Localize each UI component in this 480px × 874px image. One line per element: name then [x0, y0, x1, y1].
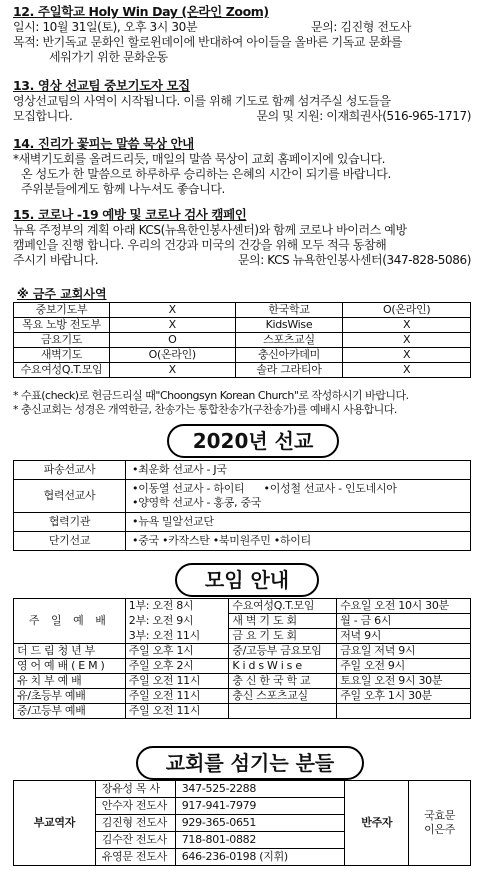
notice-12-purpose: 목적: 반기독교 문화인 할로윈데이에 반대하여 아이들을 올바른 기독교 문화를 [13, 35, 403, 49]
notice-14-title: 14. 진리가 꽃피는 말씀 묵상 안내 [13, 136, 194, 151]
weekly-ministry-table [13, 302, 471, 378]
notice-13 [13, 78, 471, 124]
servant-phone: 917-941-7979 [175, 798, 345, 815]
ministry-status: X [109, 318, 235, 333]
notice-12-date: 일시: 10월 31일(토), 오후 3시 30분 [13, 20, 198, 34]
meeting-row [14, 704, 471, 719]
meeting-group: 중/고등부 예배 [14, 704, 126, 719]
servant-phone: 718-801-0882 [175, 832, 345, 849]
ministry-name: 금요기도 [14, 333, 110, 348]
accompanist-names [409, 781, 471, 866]
meeting-name: 충 신 한 국 학 교 [229, 674, 337, 689]
meeting-name: 수요여성Q.T.모임 [229, 599, 337, 614]
notice-12 [13, 4, 471, 65]
mission-line: •최운화 선교사 - J국 [132, 463, 227, 476]
notice-15-contact: 문의: KCS 뉴욕한인봉사센터(347-828-5086) [237, 253, 471, 267]
servant-name: 장유성 목 사 [95, 781, 175, 798]
notice-14-line1: *새벽기도회를 올려드리듯, 매일의 말씀 묵상이 교회 홈페이지에 있습니다. [13, 152, 386, 166]
meeting-group: 영 어 예 배 ( E M ) [14, 659, 126, 674]
meeting-name: 중/고등부 금요모임 [229, 644, 337, 659]
hymn-note: * 충신교회는 성경은 개역한글, 찬송가는 통합찬송가(구찬송가)를 예배시 사용합니다. [13, 403, 397, 416]
servant-phone: 646-236-0198 (지휘) [175, 849, 345, 866]
assistant-pastors-label: 부교역자 [14, 781, 96, 866]
mission-line: •중국 •카작스탄 •북미원주민 •하이티 [132, 534, 311, 547]
meeting-row [14, 644, 471, 659]
ministry-name: KidsWise [235, 318, 343, 333]
ministry-name: 스포츠교실 [235, 333, 343, 348]
servant-name: 김진형 전도사 [95, 815, 175, 832]
missions-table [13, 460, 471, 551]
meeting-group: 유 치 부 예 배 [14, 674, 126, 689]
meeting-time: 토요일 오전 9시 30분 [337, 674, 471, 689]
notice-13-line1: 영상선교팀의 사역이 시작됩니다. 이를 위해 기도로 함께 섬겨주실 성도들을 [13, 94, 391, 108]
weekly-row [14, 318, 471, 333]
notice-15-line1: 뉴욕 주정부의 계획 아래 KCS(뉴욕한인봉사센터)와 함께 코로나 바이러스 예방 [13, 223, 407, 237]
meeting-time: 월 - 금 6시 [337, 614, 471, 629]
ministry-status: O(온라인) [343, 303, 471, 318]
weekly-ministry-heading: ※ 금주 교회사역 [17, 287, 107, 301]
meeting-name: 새 벽 기 도 회 [229, 614, 337, 629]
mission-details [126, 532, 471, 551]
notice-15-line2: 캠페인을 진행 합니다. 우리의 건강과 미국의 건강을 위해 모두 적극 동참해 [13, 238, 387, 252]
notice-15-line3-left: 주시기 바랍니다. [13, 253, 99, 267]
meeting-name: 충신 스포츠교실 [229, 689, 337, 704]
notice-13-contact: 문의 및 지원: 이재희권사(516-965-1717) [256, 109, 471, 123]
meeting-group-time: 주일 오전 11시 [125, 689, 229, 704]
ministry-name: 수요여성Q.T.모임 [14, 363, 110, 378]
weekly-row [14, 333, 471, 348]
worship-label: 주 일 예 배 [14, 599, 126, 644]
servant-name: 안수자 전도사 [95, 798, 175, 815]
missions-row [14, 480, 471, 513]
notice-14-line2: 온 성도가 한 말씀으로 하루하루 승리하는 은혜의 시간이 되기를 바랍니다. [21, 167, 391, 181]
servant-name: 유영문 전도사 [95, 849, 175, 866]
ministry-name: 한국학교 [235, 303, 343, 318]
ministry-status: O [109, 333, 235, 348]
meeting-group-time: 주일 오전 11시 [125, 674, 229, 689]
mission-details [126, 513, 471, 532]
notice-13-title: 13. 영상 선교팀 중보기도자 모집 [13, 78, 190, 93]
notice-15 [13, 207, 471, 268]
meeting-row [14, 659, 471, 674]
weekly-row [14, 363, 471, 378]
meeting-name: 금 요 기 도 회 [229, 629, 337, 644]
mission-details [126, 480, 471, 513]
notice-14-line3: 주위분들에게도 함께 나누셔도 좋습니다. [21, 182, 225, 196]
notice-12-title: 12. 주일학교 Holy Win Day (온라인 Zoom) [13, 4, 269, 19]
meeting-group: 유/초등부 예배 [14, 689, 126, 704]
mission-category: 협력기관 [14, 513, 126, 532]
servant-phone: 929-365-0651 [175, 815, 345, 832]
ministry-status: O(온라인) [109, 348, 235, 363]
worship-time-3: 3부: 오전 11시 [125, 629, 229, 644]
meeting-time: 저녁 9시 [337, 629, 471, 644]
notice-12-contact: 문의: 김진형 전도사 [310, 20, 411, 34]
ministry-status: X [109, 303, 235, 318]
meeting-time [337, 704, 471, 719]
notice-15-title: 15. 코로나 -19 예방 및 코로나 검사 캠페인 [13, 207, 247, 222]
meeting-group: 더 드 림 청 년 부 [14, 644, 126, 659]
meeting-row [14, 689, 471, 704]
meeting-time: 수요일 오전 10시 30분 [337, 599, 471, 614]
ministry-name: 새벽기도 [14, 348, 110, 363]
ministry-name: 솔라 그라티아 [235, 363, 343, 378]
missions-title: 2020년 선교 [167, 424, 339, 458]
meeting-time: 주일 오전 9시 [337, 659, 471, 674]
mission-category: 협력선교사 [14, 480, 126, 513]
meeting-time: 금요일 저녁 9시 [337, 644, 471, 659]
ministry-status: X [343, 348, 471, 363]
meeting-name [229, 704, 337, 719]
worship-time-1: 1부: 오전 8시 [125, 599, 229, 614]
worship-time-2: 2부: 오전 9시 [125, 614, 229, 629]
accompanist-name: 국효문 [424, 809, 456, 822]
meeting-row [14, 674, 471, 689]
check-note: * 수표(check)로 헌금드리실 때"Choongsyn Korean Church"로 작성하시기 바랍니다. [13, 389, 409, 402]
accompanist-label: 반주자 [345, 781, 409, 866]
mission-category: 파송선교사 [14, 461, 126, 480]
missions-row [14, 532, 471, 551]
meeting-group-time: 주일 오전 11시 [125, 704, 229, 719]
mission-line: •뉴욕 밀알선교단 [132, 515, 214, 528]
notice-12-purpose-cont: 세워가기 위한 문화운동 [49, 50, 168, 64]
missions-row [14, 513, 471, 532]
mission-details [126, 461, 471, 480]
ministry-status: X [343, 318, 471, 333]
accompanist-name: 이은주 [424, 823, 456, 836]
servant-row [14, 781, 471, 798]
servant-phone: 347-525-2288 [175, 781, 345, 798]
servant-name: 김수잔 전도사 [95, 832, 175, 849]
notice-14 [13, 136, 471, 197]
servants-title: 교회를 섬기는 분들 [136, 746, 364, 780]
ministry-status: X [343, 363, 471, 378]
meetings-title: 모임 안내 [175, 563, 319, 597]
meetings-table [13, 598, 471, 719]
missions-row [14, 461, 471, 480]
ministry-status: X [109, 363, 235, 378]
mission-line: •양영학 선교사 - 홍콩, 중국 [132, 496, 262, 509]
ministry-name: 목요 노방 전도부 [14, 318, 110, 333]
mission-line: •이동열 선교사 - 하이티 •이성철 선교사 - 인도네시아 [132, 482, 397, 495]
meeting-name: K i d s W i s e [229, 659, 337, 674]
ministry-status: X [343, 333, 471, 348]
weekly-row [14, 303, 471, 318]
mission-category: 단기선교 [14, 532, 126, 551]
meeting-group-time: 주일 오후 2시 [125, 659, 229, 674]
ministry-name: 중보기도부 [14, 303, 110, 318]
meeting-group-time: 주일 오후 1시 [125, 644, 229, 659]
meeting-time: 주일 오후 1시 30분 [337, 689, 471, 704]
servants-table [13, 780, 471, 866]
ministry-name: 충신아카데미 [235, 348, 343, 363]
weekly-row [14, 348, 471, 363]
notice-13-line2-left: 모집합니다. [13, 109, 73, 123]
